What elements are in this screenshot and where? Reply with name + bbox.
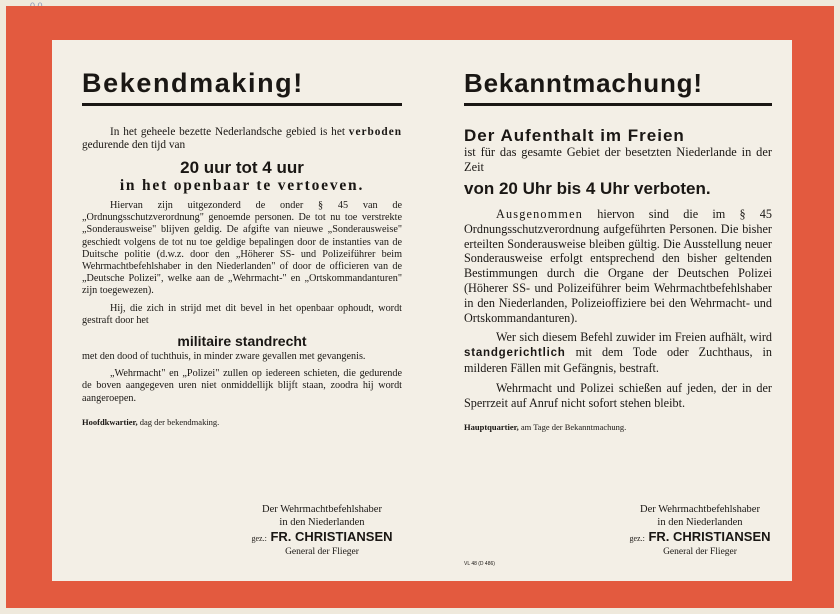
dutch-penalty-lead: Hij, die zich in strijd met dit bevel in het openbaar ophoudt, wordt gestraft door het <box>82 302 402 326</box>
dutch-sig-gez: gez.: <box>251 534 267 543</box>
german-scope: ist für das gesamte Gebiet der besetzten Niederlande in der Zeit <box>464 145 772 174</box>
german-column <box>464 40 772 432</box>
dutch-exemptions: Hiervan zijn uitgezonderd de onder § 45 van de „Ordnungsschutzverordnung" genoemde personen. De tot nu toe verstrekte „Sonderausweise" blijven geldig. De afgifte van nieuwe „Sonderausweise" geschiedt volgens de tot nu toe geldige bepalingen door de instanties van de Duitsche politie (d.w.z. door den „Höherer SS- und Polizeiführer beim Wehrmachtbefehlshaber in den Niederlanden" of door de officieren van de „Deutsche Polizei", welke aan de „Wehrmacht-" en „Ortskommandanturen" zijn toegewezen). <box>82 200 402 297</box>
dutch-penalty-tail: met den dood of tuchthuis, in minder zware gevallen met gevangenis. <box>82 351 366 363</box>
dutch-prohibition: in het openbaar te vertoeven. <box>119 177 365 194</box>
dutch-signature <box>222 504 422 559</box>
dutch-sig-name-line <box>222 529 422 546</box>
german-sig-line1: Der Wehrmachtbefehlshaber <box>640 504 760 515</box>
german-subtitle: Der Aufenthalt im Freien <box>464 126 685 145</box>
dutch-warning: „Wehrmacht" en „Polizei" zullen op iedereen schieten, die gedurende de boven aangegeven uren niet onmiddellijk blijft staan, zoodra hij wordt aangeroepen. <box>82 368 402 404</box>
german-penalty-bold: standgerichtlich <box>464 347 566 360</box>
dutch-hq-line <box>82 417 402 427</box>
dutch-sig-line1: Der Wehrmachtbefehlshaber <box>262 504 382 515</box>
german-penalty-post: mit dem Tode oder Zuchthaus, in milderen Fällen mit Gefängnis, bestraft. <box>464 345 773 375</box>
print-code: VL 48 (D 486) <box>464 561 495 567</box>
dutch-sig-line2: in den Niederlanden <box>279 516 365 528</box>
dutch-lead-bold: verboden <box>348 126 402 138</box>
poster-paper <box>52 40 792 581</box>
german-hq-line <box>464 422 772 432</box>
dutch-hq-bold: Hoofdkwartier, <box>82 416 138 427</box>
german-exemptions-spaced: Ausgenommen <box>496 207 583 221</box>
dutch-lead-pre: In het geheele bezette Nederlandsche gebied is het <box>110 126 345 138</box>
german-exemptions <box>464 207 772 325</box>
german-sig-line2: in den Niederlanden <box>657 516 743 528</box>
german-signature <box>600 504 800 559</box>
german-sig-name-line <box>600 529 800 546</box>
german-title: Bekanntmachung! <box>464 70 772 106</box>
german-sig-gez: gez.: <box>629 534 645 543</box>
poster-red-border <box>6 6 834 608</box>
dutch-hq-rest: dag der bekendmaking. <box>139 416 220 427</box>
dutch-sig-name: FR. CHRISTIANSEN <box>270 529 393 544</box>
german-penalty <box>464 330 772 375</box>
german-penalty-pre: Wer sich diesem Befehl zuwider im Freien aufhält, wird <box>496 330 772 345</box>
german-hq-bold: Hauptquartier, <box>464 422 519 433</box>
dutch-lead-post: gedurende den tijd van <box>82 139 186 151</box>
german-hq-rest: am Tage der Bekanntmachung. <box>520 422 627 433</box>
german-sig-rank: General der Flieger <box>663 547 737 557</box>
dutch-title: Bekendmaking! <box>82 70 402 106</box>
dutch-lead <box>82 126 402 152</box>
german-exemptions-text: hiervon sind die im § 45 Ordnungsschutzverordnung aufgeführten Personen. Die bisher erteilten Sonderausweise bleiben gültig. Die Ausstellung neuer Sonderausweise erfolgt entsprechend den bisher geltenden Bestimmungen durch die Organe der Deutschen Polizei (Höherer SS- und Polizeiführer beim Wehrmachtbefehlshaber in den Niederlanden, Polizeioffiziere bei den Wehrmacht- und Ortskommandanturen). <box>464 207 772 325</box>
german-curfew-time: von 20 Uhr bis 4 Uhr verboten. <box>464 179 711 198</box>
dutch-curfew-time: 20 uur tot 4 uur <box>180 158 304 177</box>
dutch-column <box>82 40 402 427</box>
dutch-court: militaire standrecht <box>177 333 307 350</box>
german-warning: Wehrmacht und Polizei schießen auf jeden, der in der Sperrzeit auf Anruf nicht sofort stehen bleibt. <box>464 380 772 410</box>
dutch-sig-rank: General der Flieger <box>285 547 359 557</box>
german-sig-name: FR. CHRISTIANSEN <box>648 529 771 544</box>
